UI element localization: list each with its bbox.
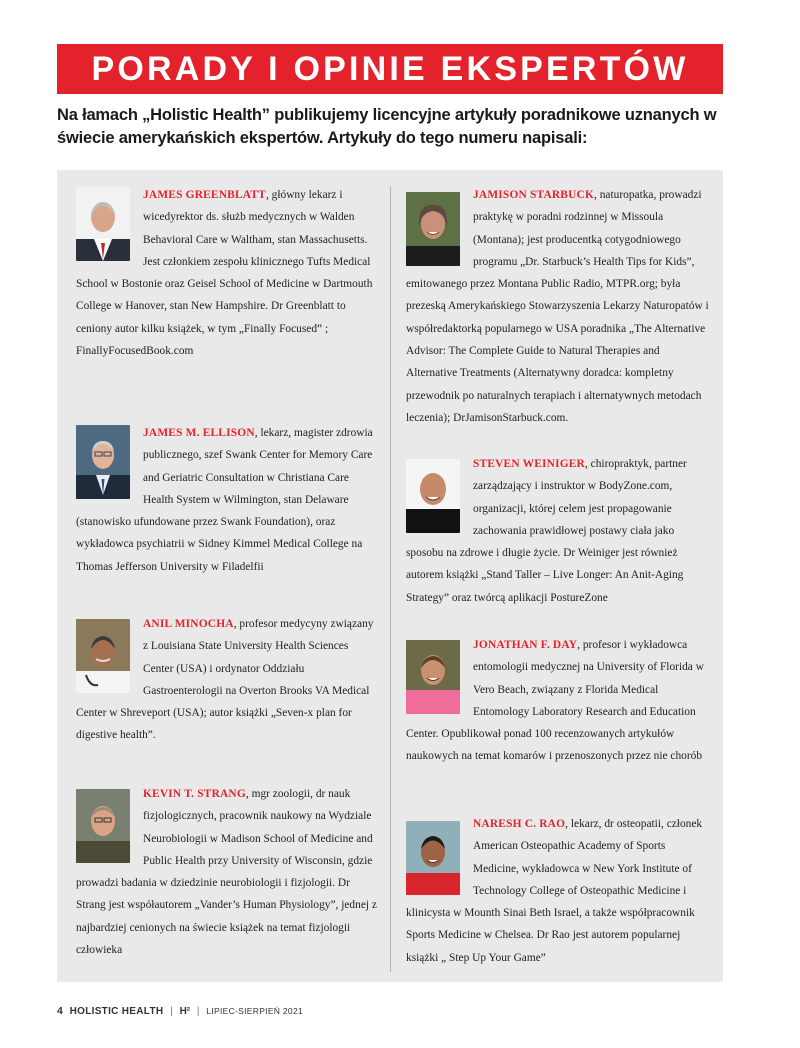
portrait-photo-icon — [76, 187, 130, 261]
issue-date: LIPIEC-SIERPIEŃ 2021 — [206, 1006, 304, 1016]
expert-name: JONATHAN F. DAY — [473, 639, 578, 651]
footer-separator: | — [170, 1006, 173, 1017]
expert-bio — [406, 453, 710, 609]
portrait-photo-icon — [406, 192, 460, 266]
expert-description: , profesor medycyny związany z Louisiana State University Health Sciences Center (USA) i ordynator Oddziału Gastroenterologii na Overton Brooks VA Medical Center w Shreveport (USA); autor książki „Seven-x plan for digestive health”. — [76, 618, 374, 742]
column-divider — [390, 186, 391, 972]
expert-description: , naturopatka, prowadzi praktykę w poradni rodzinnej w Missoula (Montana); jest producentką cotygodniowego programu „Dr. Starbuck’s Health Tips for Kids”, emitowanego przez Montana Public Radio, MTPR.org; była prezeską Amerykańskiego Stowarzyszenia Lekarzy Naturopatów i współredaktorką popularnego w USA poradnika „The Alternative Advisor: The Complete Guide to Natural Therapies and Alternative Treatments (Alternatywny doradca: kompletny przewodnik po naturalnych terapiach i alternatywnych metodach leczenia); DrJamisonStarbuck.com. — [406, 189, 709, 424]
expert-bio — [406, 813, 710, 969]
portrait-photo-icon — [406, 640, 460, 714]
footer-separator: | — [196, 1006, 200, 1017]
magazine-logo: H² — [179, 1006, 191, 1017]
portrait-photo-icon — [406, 821, 460, 895]
expert-description: , profesor i wykładowca entomologii medycznej na University of Florida w Vero Beach, związany z Florida Medical Entomology Laboratory Research and Education Center. Opublikował ponad 100 recenzowanych artykułów naukowych na temat komarów i przenoszonych przez nie chorób — [406, 639, 704, 763]
intro-text: Na łamach „Holistic Health” publikujemy licencyjne artykuły poradnikowe uznanych w świecie amerykańskich ekspertów. Artykuły do tego numeru napisali: — [57, 106, 717, 147]
expert-description: , główny lekarz i wicedyrektor ds. służb medycznych w Walden Behavioral Care w Waltham, stan Massachusetts. Jest członkiem zespołu klinicznego Tufts Medical School w Bostonie oraz Geisel School of Medicine w Dartmouth College w Hanover, stan New Hampshire. Dr Greenblatt to ceniony autor kilku książek, w tym „Finally Focused” ; FinallyFocusedBook.com — [76, 189, 373, 358]
magazine-name: HOLISTIC HEALTH — [69, 1006, 164, 1017]
portrait-photo-icon — [76, 619, 130, 693]
expert-bio — [76, 184, 378, 362]
expert-description: , lekarz, magister zdrowia publicznego, szef Swank Center for Memory Care and Geriatric Consultation w Christiana Care Health System w Wilmington, stan Delaware (stanowisko ufundowane przez Swank Foundation), oraz wykładowca psychiatrii w Sidney Kimmel Medical College na Thomas Jefferson University w Filadelfii — [76, 427, 373, 573]
section-banner: PORADY I OPINIE EKSPERTÓW — [57, 44, 723, 94]
expert-name: STEVEN WEINIGER — [473, 458, 585, 470]
portrait-photo-icon — [76, 789, 130, 863]
expert-bio — [406, 184, 710, 429]
page-number: 4 — [57, 1005, 63, 1017]
expert-description: , mgr zoologii, dr nauk fizjologicznych, pracownik naukowy na Wydziale Neurobiologii w Madison School of Medicine and Public Health przy University of Wisconsin, gdzie prowadzi badania w dziedzinie neurobiologii i fizjologii. Dr Strang jest współautorem „Vander’s Human Physiology”, jednej z najbardziej cenionych na świecie książek na temat fizjologii człowieka — [76, 788, 377, 957]
portrait-photo-icon — [406, 459, 460, 533]
expert-bio — [76, 783, 378, 961]
expert-name: NARESH C. RAO — [473, 818, 566, 830]
expert-name: ANIL MINOCHA — [143, 618, 234, 630]
expert-name: JAMES GREENBLATT — [143, 189, 266, 201]
expert-name: JAMES M. ELLISON — [143, 427, 255, 439]
expert-bio — [76, 422, 378, 578]
expert-description: , chiropraktyk, partner zarządzający i instruktor w BodyZone.com, organizacji, której celem jest propagowanie zachowania prawidłowej postawy ciała jako sposobu na zdrowe i długie życie. Dr Weiniger jest również autorem książki „Stand Taller – Live Longer: An Anit-Aging Strategy” oraz twórcą aplikacji PostureZone — [406, 458, 687, 604]
portrait-photo-icon — [76, 425, 130, 499]
expert-name: JAMISON STARBUCK — [473, 189, 595, 201]
page-footer — [57, 1005, 303, 1017]
expert-name: KEVIN T. STRANG — [143, 788, 246, 800]
expert-bio — [76, 613, 378, 747]
expert-description: , lekarz, dr osteopatii, członek American Osteopathic Academy of Sports Medicine, wykładowca w New York Institute of Technology College of Osteopathic Medicine i klinicysta w Mounth Sinai Beth Israel, a także współpracownik Sports Medicine w Chelsea. Dr Rao jest autorem popularnej książki „ Step Up Your Game” — [406, 818, 703, 964]
expert-bio — [406, 634, 710, 768]
